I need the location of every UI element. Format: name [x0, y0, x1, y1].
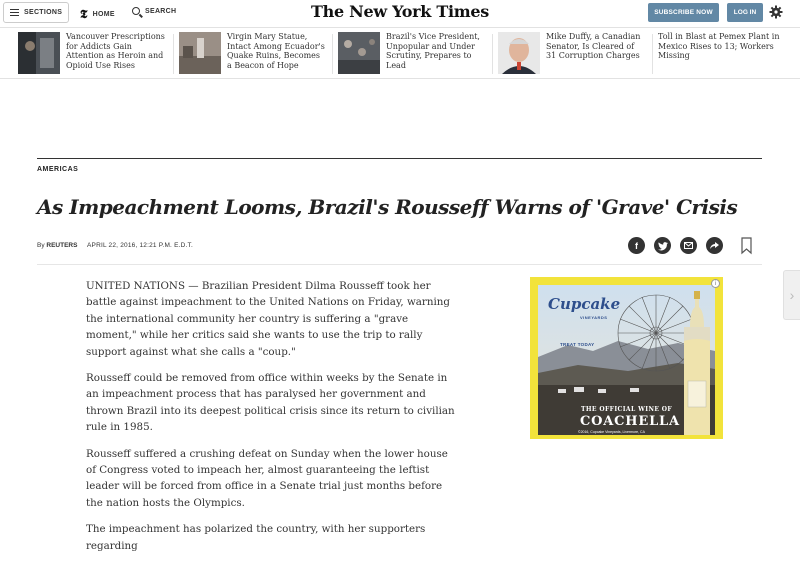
- article-dateline: APRIL 22, 2016, 12:21 P.M. E.D.T.: [87, 242, 193, 249]
- ribbon-story-title: Brazil's Vice President, Unpopular and Under Scrutiny, Prepares to Lead: [386, 32, 480, 70]
- ad-brand: Cupcake: [548, 295, 621, 313]
- header-rule: [37, 158, 762, 159]
- home-label: HOME: [92, 11, 115, 18]
- email-icon[interactable]: [680, 237, 697, 254]
- ad-info-icon[interactable]: i: [711, 279, 720, 288]
- search-label: SEARCH: [145, 7, 177, 15]
- ribbon-story-title: Vancouver Prescriptions for Addicts Gain Attention as Heroin and Opioid Use Rises: [66, 32, 165, 70]
- ribbon-divider: [492, 34, 493, 74]
- ribbon-divider: [173, 34, 174, 74]
- advertisement[interactable]: [530, 277, 723, 439]
- byline-author: REUTERS: [46, 242, 78, 249]
- gear-icon[interactable]: [769, 5, 783, 19]
- nyt-t-icon: 𝕿: [80, 7, 88, 21]
- top-bar: [0, 0, 800, 26]
- ad-official-text: THE OFFICIAL WINE OF: [581, 406, 673, 413]
- story-thumbnail: [18, 32, 60, 74]
- byline: [37, 242, 77, 249]
- next-article-arrow[interactable]: [783, 270, 800, 320]
- ribbon-story-title: Mike Duffy, a Canadian Senator, Is Cleared of 31 Corruption Charges: [546, 32, 641, 61]
- byline-prefix: By: [37, 242, 45, 249]
- story-thumbnail: [338, 32, 380, 74]
- article-headline: As Impeachment Looms, Brazil's Rousseff Warns of 'Grave' Crisis: [37, 195, 738, 219]
- byline-rule: [37, 264, 762, 265]
- article-paragraph: The impeachment has polarized the country, with her supporters regarding: [86, 523, 426, 552]
- story-ribbon: [0, 27, 800, 79]
- ribbon-story[interactable]: [18, 32, 168, 76]
- ribbon-divider: [332, 34, 333, 74]
- masthead-logo[interactable]: The New York Times: [311, 2, 489, 21]
- article-paragraph: UNITED NATIONS — Brazilian President Dilma Rousseff took her battle against impeachment to the United Nations on Friday, warning the international community her country is suffering a "grave moment," while her critics said she wants to use the trip to rally support against what she calls a "coup.": [86, 280, 450, 358]
- ribbon-story[interactable]: [658, 32, 800, 76]
- facebook-icon[interactable]: f: [628, 237, 645, 254]
- story-thumbnail: [179, 32, 221, 74]
- sections-label: SECTIONS: [24, 9, 63, 16]
- ad-festival-name: COACHELLA: [580, 414, 680, 429]
- ribbon-story[interactable]: [338, 32, 488, 76]
- chevron-right-icon: ›: [789, 287, 795, 303]
- article-paragraph: Rousseff suffered a crushing defeat on Sunday when the lower house of Congress voted to impeach her, almost guaranteeing the leftist leader will be forced from office in a Senate trial just months before the nation hosts the Olympics.: [86, 447, 448, 509]
- ad-vineyards: VINEYARDS: [580, 315, 608, 320]
- bookmark-icon[interactable]: [741, 237, 752, 254]
- share-icon[interactable]: [706, 237, 723, 254]
- section-kicker[interactable]: AMERICAS: [37, 166, 79, 173]
- article-body: [86, 278, 456, 564]
- ribbon-divider: [652, 34, 653, 74]
- article-paragraph: Rousseff could be removed from office within weeks by the Senate in an impeachment process that has paralysed her government and thrown Brazil into its deepest political crisis since its return to civilian rule in 1985.: [86, 372, 455, 434]
- story-thumbnail: [498, 32, 540, 74]
- login-button[interactable]: LOG IN: [727, 3, 763, 22]
- ribbon-story-title: Toll in Blast at Pemex Plant in Mexico Rises to 13; Workers Missing: [658, 32, 780, 61]
- ribbon-story[interactable]: [498, 32, 646, 76]
- ribbon-story[interactable]: [179, 32, 327, 76]
- ribbon-story-title: Virgin Mary Statue, Intact Among Ecuador's Quake Ruins, Becomes a Beacon of Hope: [227, 32, 325, 70]
- ad-copyright: ©2016, Cupcake Vineyards, Livermore, CA: [578, 430, 645, 434]
- ad-tagline: TREAT TODAY: [560, 342, 595, 347]
- twitter-icon[interactable]: [654, 237, 671, 254]
- subscribe-button[interactable]: SUBSCRIBE NOW: [648, 3, 719, 22]
- ad-creative: [538, 285, 715, 435]
